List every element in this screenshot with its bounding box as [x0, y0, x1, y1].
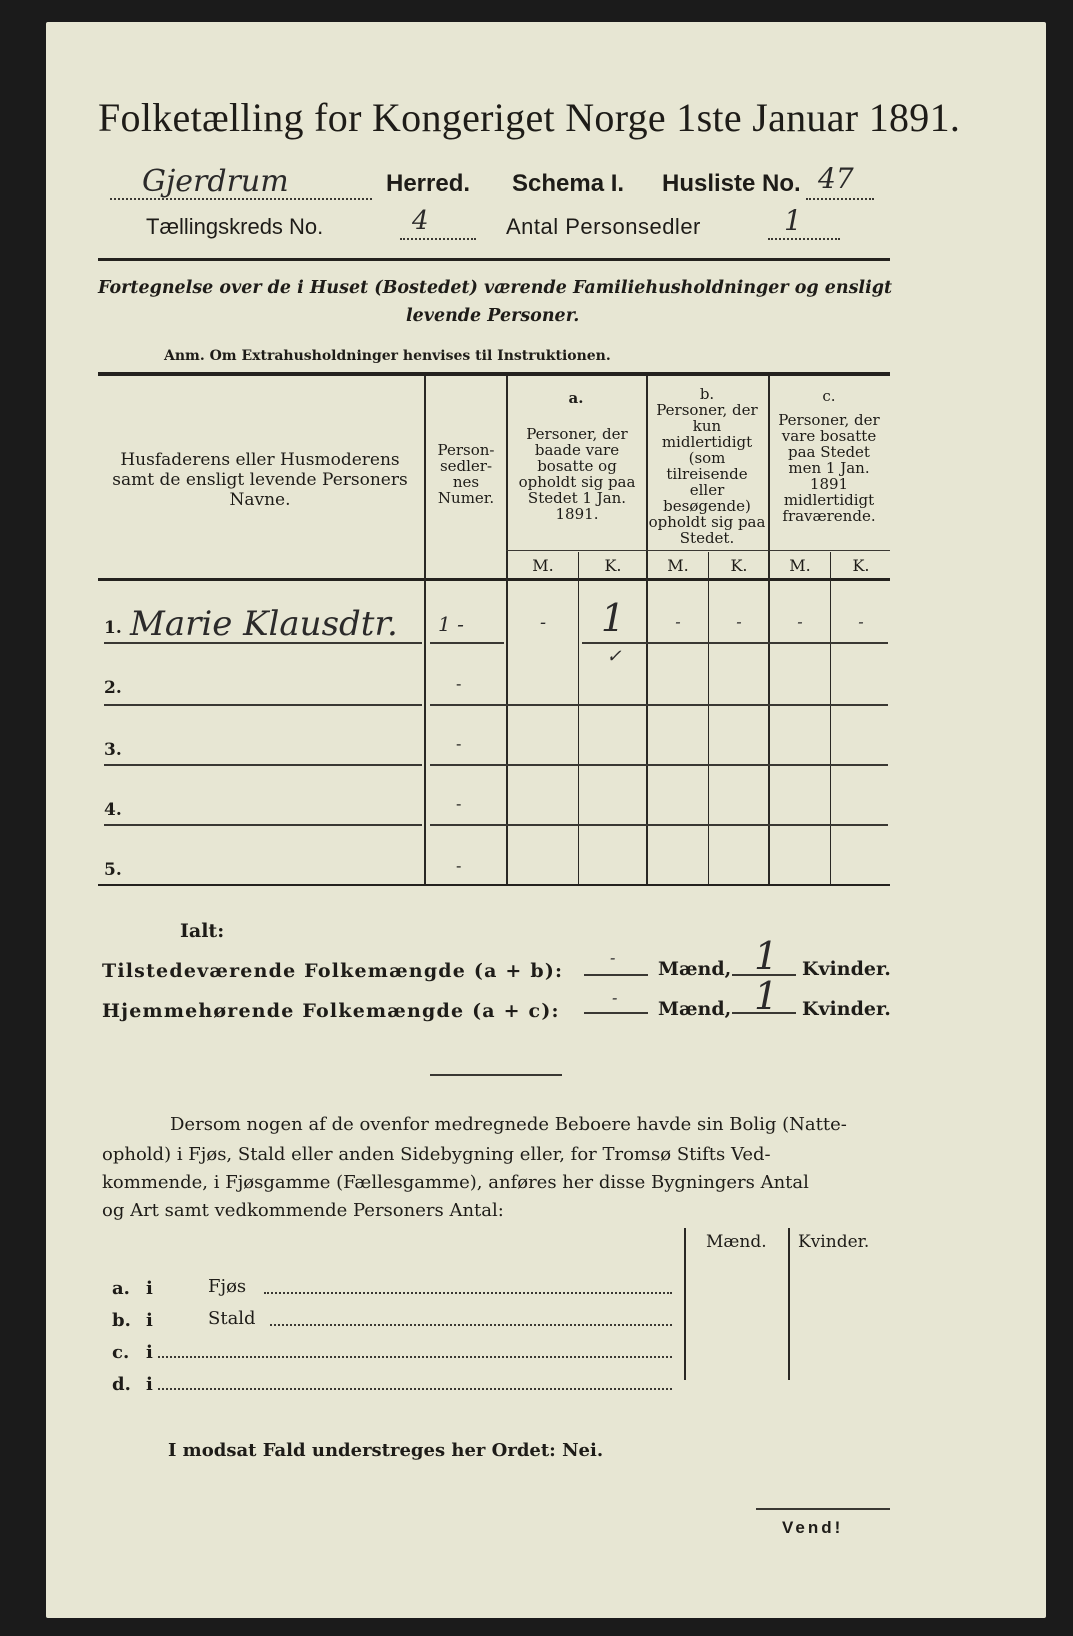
ialt-label: Ialt: [180, 920, 225, 942]
col-a-letter: a. [568, 389, 584, 407]
tilstede-kvinder: Kvinder. [802, 958, 891, 980]
hjemme-m-line [584, 1012, 648, 1014]
c-k-header: K. [852, 556, 870, 575]
building-text-line4: og Art samt vedkommende Personers Antal: [102, 1200, 504, 1221]
row-2-sedler: - [456, 674, 462, 693]
item-a-i: i [146, 1278, 153, 1299]
row-5-sedler: - [456, 856, 462, 875]
hjemme-kvinder: Kvinder. [802, 998, 891, 1020]
row-line-4 [104, 824, 422, 826]
vend-label: Vend! [782, 1518, 844, 1537]
item-b-dotted-line [270, 1324, 672, 1326]
col-divider-c-mk [830, 552, 831, 884]
herred-value: Gjerdrum [142, 164, 289, 199]
col-divider-a-mk [578, 552, 579, 884]
row-2-number: 2. [104, 678, 122, 698]
row-4-sedler: - [456, 794, 462, 813]
building-col-divider-2 [788, 1228, 790, 1380]
row-1-a-k: 1 [600, 596, 626, 640]
row-line-1c [582, 642, 888, 644]
row-1-b-m: - [675, 612, 681, 631]
item-a-letter: a. [112, 1278, 130, 1299]
item-c-dotted-line [158, 1356, 672, 1358]
header-rule [98, 258, 890, 261]
row-1-c-m: - [797, 612, 803, 631]
row-line-1b [430, 642, 504, 644]
antal-label: Antal Personsedler [506, 214, 701, 239]
tilstede-m-line [584, 974, 648, 976]
table-top-rule [98, 372, 890, 376]
herred-label: Herred. [386, 170, 471, 197]
row-1-c-k: - [858, 612, 864, 631]
antal-dotted-line [768, 238, 840, 240]
row-1-sedler: 1 - [438, 612, 464, 636]
item-d-i: i [146, 1374, 153, 1395]
item-b-label: Stald [208, 1308, 256, 1329]
census-form-page [46, 22, 1046, 1618]
antal-value: 1 [784, 204, 802, 237]
kreds-dotted-line [400, 238, 476, 240]
item-d-dotted-line [158, 1388, 672, 1390]
nei-instruction: I modsat Fald understreges her Ordet: Nei. [168, 1440, 604, 1461]
col-a-header: Personer, der baade vare bosatte og opholdt sig paa Stedet 1 Jan. 1891. [518, 425, 636, 523]
husliste-dotted-line [806, 198, 874, 200]
building-col-kvinder: Kvinder. [798, 1232, 870, 1252]
col-b-header: Personer, der kun midlertidigt (som tilreisende eller besøgende) opholdt sig paa Stedet. [648, 401, 766, 547]
row-1-check-mark: ✓ [606, 646, 622, 667]
hjemme-label: Hjemmehørende Folkemængde (a + c): [102, 1000, 560, 1022]
form-title: Folketælling for Kongeriget Norge 1ste Januar 1891. [98, 95, 961, 140]
b-m-header: M. [667, 556, 689, 575]
b-k-header: K. [730, 556, 748, 575]
anm-note: Anm. Om Extrahusholdninger henvises til Instruktionen. [164, 348, 611, 364]
col-divider-b-mk [708, 552, 709, 884]
building-text-line1: Dersom nogen af de ovenfor medregnede Beboere havde sin Bolig (Natte- [170, 1114, 847, 1135]
row-3-number: 3. [104, 740, 122, 760]
col-name-header: Husfaderens eller Husmoderens samt de ensligt levende Personers Navne. [112, 450, 408, 510]
item-d-letter: d. [112, 1374, 131, 1395]
tilstede-maend: Mænd, [658, 958, 732, 980]
kreds-label: Tællingskreds No. [146, 214, 324, 239]
row-line-2b [430, 704, 888, 706]
husliste-label: Husliste No. [662, 170, 801, 197]
item-a-label: Fjøs [208, 1276, 247, 1297]
building-col-divider-1 [684, 1228, 686, 1380]
row-line-3 [104, 764, 422, 766]
a-k-header: K. [604, 556, 622, 575]
item-b-i: i [146, 1310, 153, 1331]
kreds-value: 4 [412, 206, 429, 236]
husliste-value: 47 [818, 162, 854, 195]
intro-line2: levende Personer. [406, 306, 580, 326]
row-1-a-m: - [539, 612, 547, 633]
a-m-header: M. [532, 556, 554, 575]
item-a-dotted-line [264, 1292, 672, 1294]
intro-line1: Fortegnelse over de i Huset (Bostedet) værende Familiehusholdninger og ensligt [98, 278, 893, 298]
col-c-header: Personer, der vare bosatte paa Stedet men 1 Jan. 1891 midlertidigt fraværende. [778, 411, 880, 525]
row-1-name: Marie Klausdtr. [130, 604, 398, 644]
row-5-number: 5. [104, 860, 122, 880]
col-divider-name [424, 376, 426, 884]
building-text-line3: kommende, i Fjøsgamme (Fællesgamme), anføres her disse Bygningers Antal [102, 1172, 809, 1193]
tilstede-k-value: 1 [754, 934, 779, 978]
tilstede-m-value: - [610, 948, 616, 967]
table-bottom-rule [98, 884, 890, 886]
row-line-2 [104, 704, 422, 706]
row-line-3b [430, 764, 888, 766]
hjemme-k-value: 1 [754, 974, 779, 1018]
row-1-number: 1. [104, 618, 122, 638]
schema-label: Schema I. [512, 170, 625, 197]
row-line-4b [430, 824, 888, 826]
item-c-i: i [146, 1342, 153, 1363]
herred-dotted-line [110, 198, 372, 200]
row-3-sedler: - [456, 734, 462, 753]
hjemme-m-value: - [612, 988, 618, 1007]
vend-rule [756, 1508, 890, 1510]
hjemme-maend: Mænd, [658, 998, 732, 1020]
col-c-letter: c. [822, 387, 836, 405]
col-b-letter: b. [699, 385, 715, 403]
section-divider [430, 1074, 562, 1076]
item-b-letter: b. [112, 1310, 131, 1331]
building-col-maend: Mænd. [706, 1232, 767, 1252]
col-num-header: Person-sedler-nes Numer. [437, 441, 495, 507]
row-1-b-k: - [736, 612, 742, 631]
c-m-header: M. [789, 556, 811, 575]
mk-header-line [506, 550, 890, 551]
item-c-letter: c. [112, 1342, 130, 1363]
row-4-number: 4. [104, 800, 122, 820]
tilstede-label: Tilstedeværende Folkemængde (a + b): [102, 960, 564, 982]
building-text-line2: ophold) i Fjøs, Stald eller anden Sidebygning eller, for Tromsø Stifts Ved- [102, 1144, 771, 1165]
table-header-rule [98, 578, 890, 581]
